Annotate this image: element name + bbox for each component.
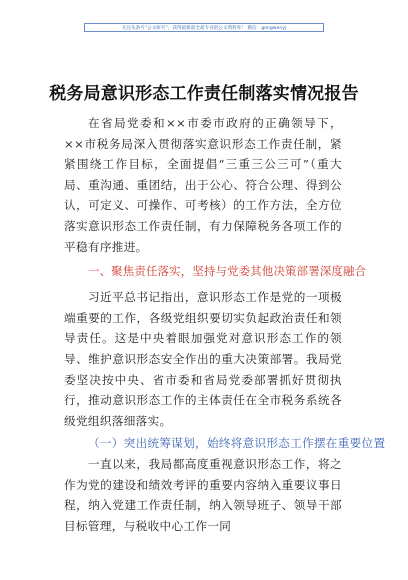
subsection-1-paragraph: 一直以来，我局都高度重视意识形态工作，将之作为党的建设和绩效考评的重要内容纳入重要议事日程，纳入党建工作责任制，纳入领导班子、领导干部目标管理，与税收中心工作一同 [64, 456, 342, 533]
intro-paragraph: 在省局党委和××市委市政府的正确领导下，××市税务局深入贯彻落实意识形态工作责任制，紧紧围绕工作目标，全面提倡“三重三公三可”（重大局、重沟通、重团结，出于公心、符合公理、得到公认，可定义、可操作、可考核）的工作方法，全方位落实意识形态工作责任制，有力保障税务各项工作的平稳有序推进。 [64, 116, 342, 254]
header-banner [84, 23, 324, 32]
document-title: 税务局意识形态工作责任制落实情况报告 [49, 84, 359, 104]
subsection-heading-1: （一）突出统筹谋划，始终将意识形态工作摆在重要位置 [88, 436, 386, 451]
document-body [64, 113, 386, 536]
section-heading-1: 一、聚焦责任落实，坚持与党委其他决策部署深度融合 [88, 264, 367, 279]
banner-text: 关注头条号“公文研究”，获得最新最全最专业的公文资料库！ 微信：gongwenyj [121, 25, 287, 31]
section-1-paragraph: 习近平总书记指出，意识形态工作是党的一项极端重要的工作，各级党组织要切实负起政治责任和领导责任。这是中央着眼加强党对意识形态工作的领导、维护意识形态安全作出的重大决策部署。我局党委坚决按中央、省市委和省局党委部署抓好贯彻执行，推动意识形态工作的主体责任在全市税务系统各级党组织落细落实。 [64, 290, 342, 428]
